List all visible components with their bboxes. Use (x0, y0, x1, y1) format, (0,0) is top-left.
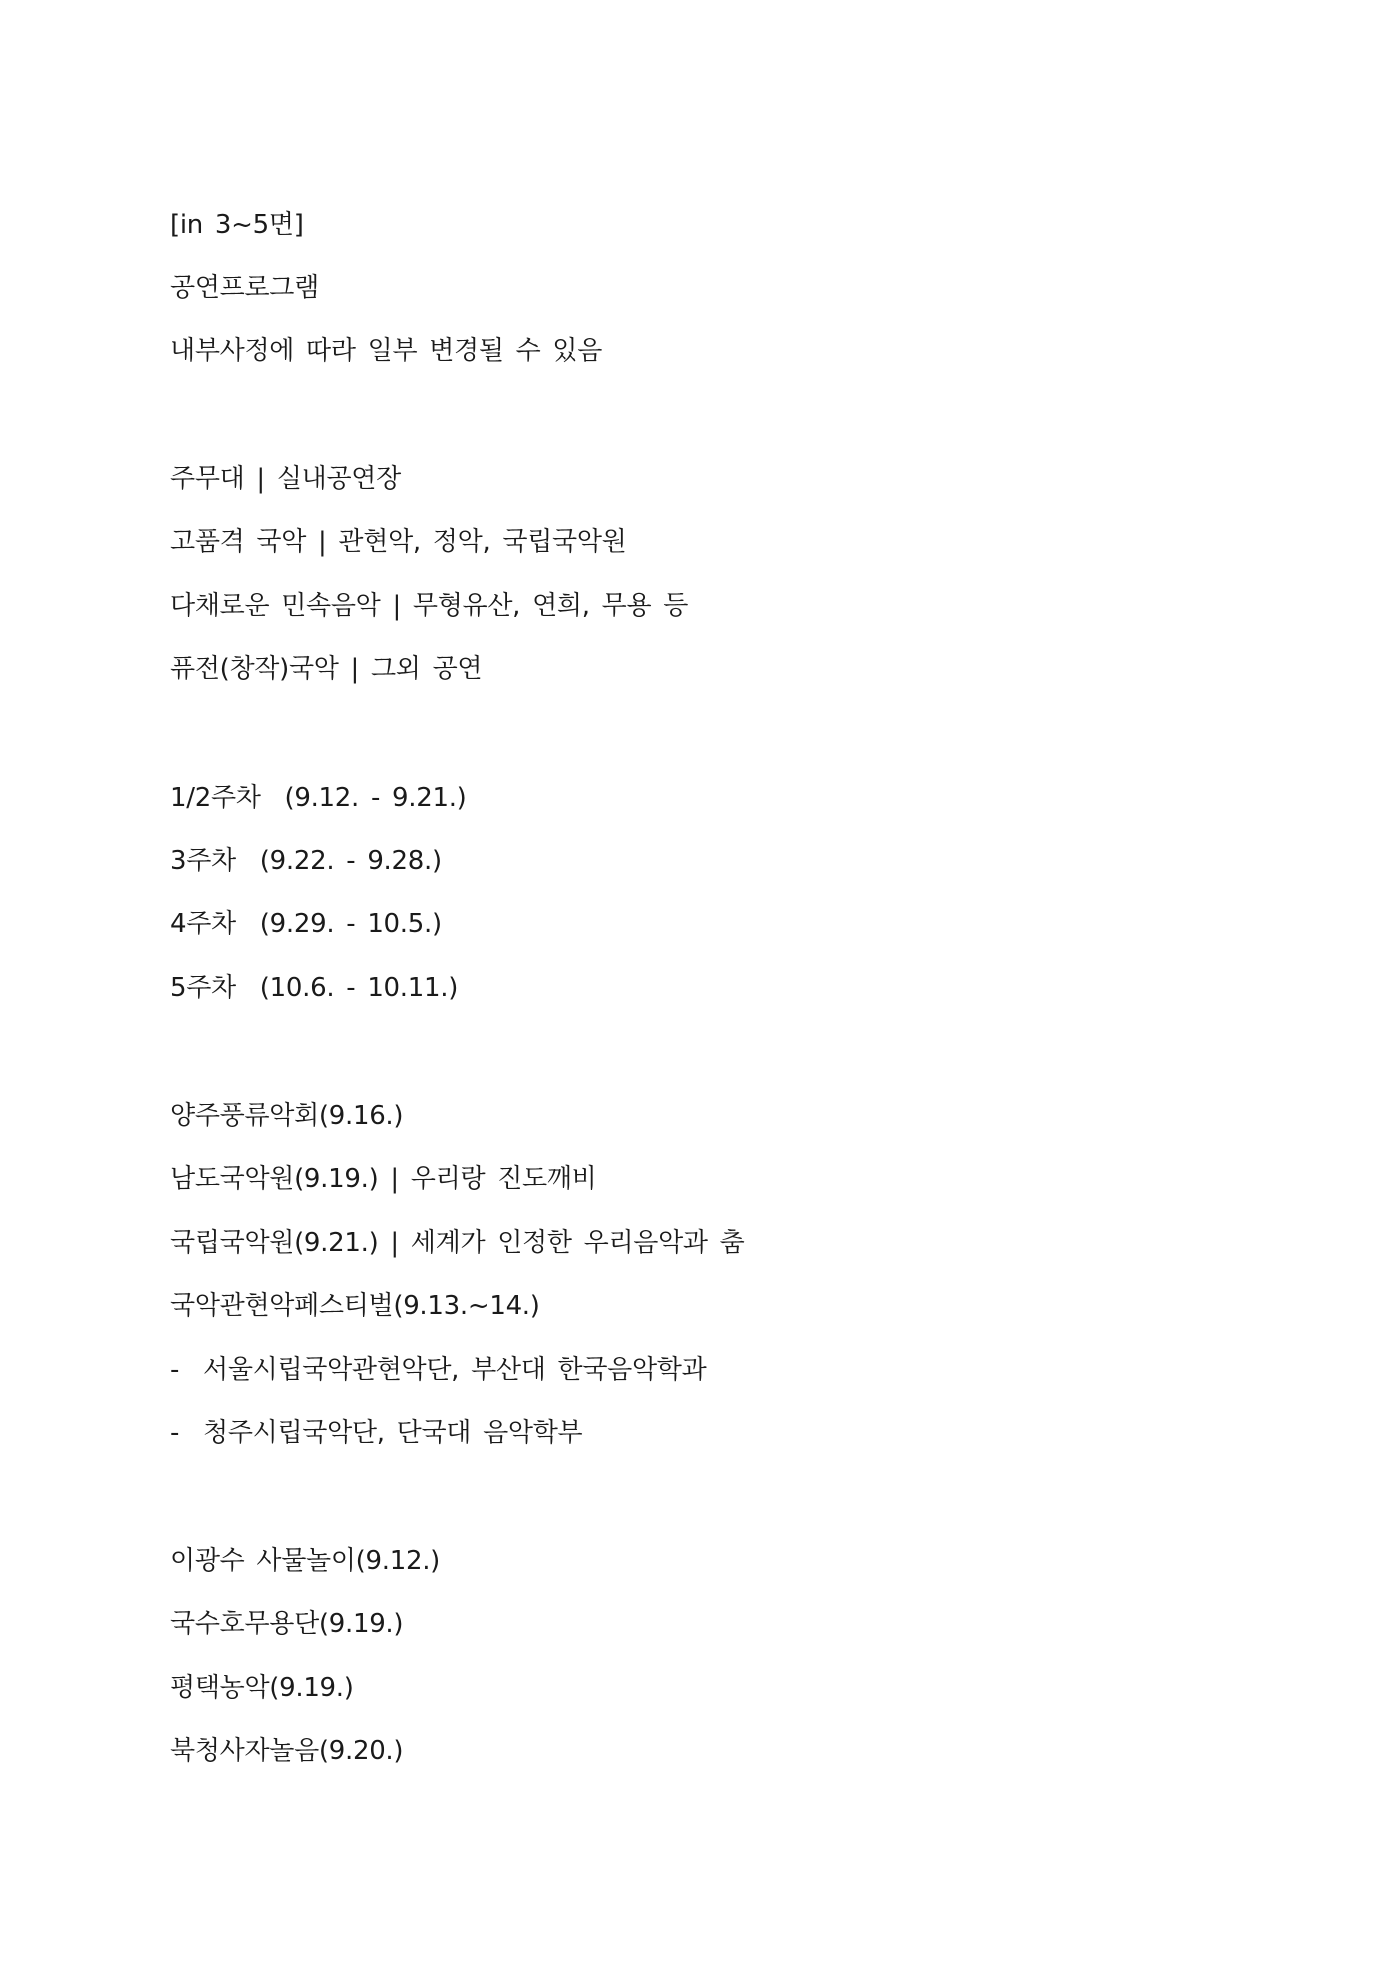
category-line: 고품격 국악 | 관현악, 정악, 국립국악원 (170, 527, 627, 557)
program-line: 평택농악(9.19.) (170, 1673, 354, 1703)
program-line: 북청사자놀음(9.20.) (170, 1736, 404, 1766)
week-line: 3주차 (9.22. - 9.28.) (170, 846, 442, 876)
stage-heading: 주무대 | 실내공연장 (170, 464, 401, 494)
program-title: 공연프로그램 (170, 273, 319, 303)
program-line: 국악관현악페스티벌(9.13.~14.) (170, 1291, 540, 1321)
program-subline: - 청주시립국악단, 단국대 음악학부 (170, 1418, 583, 1448)
week-line: 5주차 (10.6. - 10.11.) (170, 973, 459, 1003)
category-line: 다채로운 민속음악 | 무형유산, 연희, 무용 등 (170, 591, 689, 621)
program-subline: - 서울시립국악관현악단, 부산대 한국음악학과 (170, 1355, 707, 1385)
page-reference: [in 3~5면] (170, 210, 304, 240)
week-line: 1/2주차 (9.12. - 9.21.) (170, 783, 467, 813)
change-notice: 내부사정에 따라 일부 변경될 수 있음 (170, 336, 603, 366)
category-line: 퓨전(창작)국악 | 그외 공연 (170, 654, 483, 684)
week-line: 4주차 (9.29. - 10.5.) (170, 909, 442, 939)
program-line: 국립국악원(9.21.) | 세계가 인정한 우리음악과 춤 (170, 1228, 745, 1258)
program-line: 남도국악원(9.19.) | 우리랑 진도깨비 (170, 1164, 597, 1194)
program-line: 양주풍류악회(9.16.) (170, 1101, 404, 1131)
program-line: 국수호무용단(9.19.) (170, 1609, 404, 1639)
program-line: 이광수 사물놀이(9.12.) (170, 1546, 441, 1576)
